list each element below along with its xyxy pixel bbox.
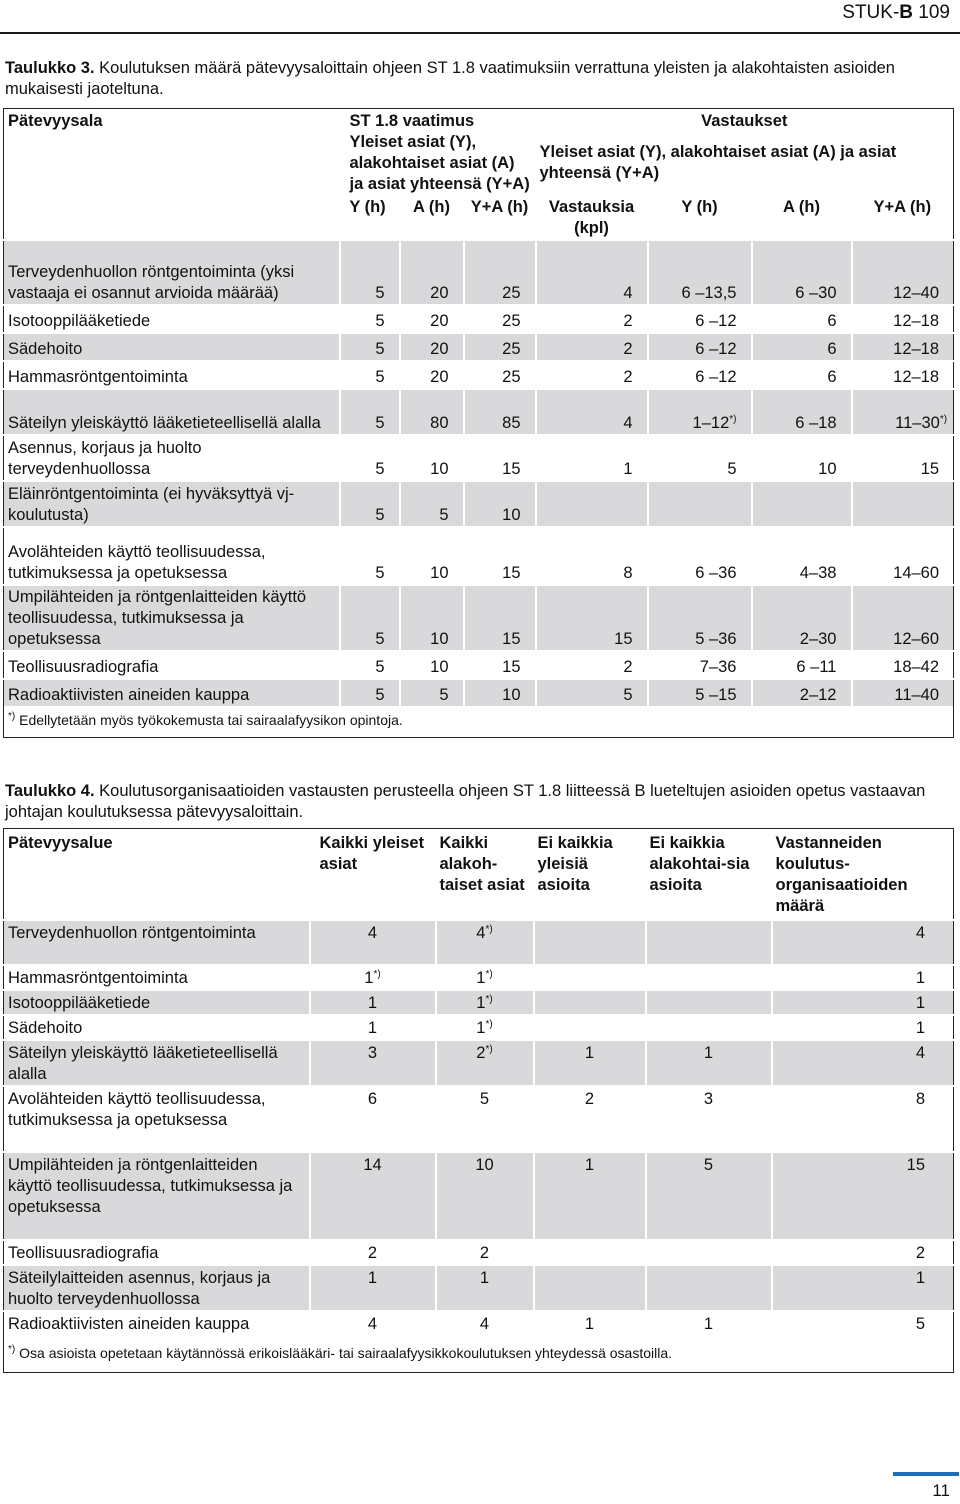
table-row: Sädehoito 5 20 25 2 6 –12 6 12–18 bbox=[4, 333, 954, 361]
table-row: Hammasröntgentoiminta 5 20 25 2 6 –12 6 12–18 bbox=[4, 361, 954, 389]
table-row: Säteilylaitteiden asennus, korjaus ja huolto terveydenhuollossa 1 1 1 bbox=[4, 1265, 954, 1311]
table-row: Umpilähteiden ja röntgenlaitteiden käyttö teollisuudessa, tutkimuksessa ja opetuksessa 5 10 15 15 5 –36 2–30 12–60 bbox=[4, 585, 954, 651]
t3-col-resp-a: A (h) bbox=[783, 198, 820, 216]
t3-head-responses: Vastaukset Yleiset asiat (Y), alakohtaiset asiat (A) ja asiat yhteensä (Y+A) bbox=[539, 112, 897, 182]
footer-accent-bar bbox=[893, 1472, 959, 1476]
table-row: Asennus, korjaus ja huolto terveydenhuollossa 5 10 15 1 5 10 15 bbox=[4, 435, 954, 481]
t3-col-ya: Y+A (h) bbox=[470, 198, 529, 216]
footnote-mark: *) bbox=[485, 969, 493, 980]
t4-col-all-specific: Kaikki alakoh-taiset asiat bbox=[439, 834, 525, 894]
table-row: Hammasröntgentoiminta 1*) 1*) 1 bbox=[4, 965, 954, 990]
t4-col-all-general: Kaikki yleiset asiat bbox=[319, 834, 425, 873]
t3-col-y: Y (h) bbox=[349, 198, 386, 216]
table4 bbox=[3, 828, 954, 1373]
t4-col-area: Pätevyysalue bbox=[8, 834, 113, 852]
table-row: Avolähteiden käyttö teollisuudessa, tutkimuksessa ja opetuksessa 5 10 15 8 6 –36 4–38 14–60 bbox=[4, 527, 954, 585]
table3 bbox=[3, 108, 954, 738]
table-row: Terveydenhuollon röntgentoiminta (yksi vastaaja ei osannut arvioida määrää) 5 20 25 4 6 –13,5 6 –30 12–40 bbox=[4, 240, 954, 305]
t3-col-resp-ya: Y+A (h) bbox=[873, 198, 932, 216]
footnote-mark: *) bbox=[485, 1044, 493, 1055]
footnote-mark: *) bbox=[485, 924, 493, 935]
table-row: Teollisuusradiografia 2 2 2 bbox=[4, 1240, 954, 1265]
footnote-mark: *) bbox=[939, 414, 948, 425]
table3-caption: Taulukko 3. Koulutuksen määrä pätevyysaloittain ohjeen ST 1.8 vaatimuksiin verrattuna yleisten ja alakohtaisten asioiden mukaisesti jaoteltuna. bbox=[5, 59, 895, 98]
running-header: STUK-B 109 bbox=[842, 2, 950, 23]
t3-head-requirement: ST 1.8 vaatimus Yleiset asiat (Y), alakohtaiset asiat (A) ja asiat yhteensä (Y+A) bbox=[349, 112, 530, 193]
footnote-mark: *) bbox=[485, 1019, 493, 1030]
table-row: Teollisuusradiografia 5 10 15 2 7–36 6 –11 18–42 bbox=[4, 651, 954, 679]
table4-caption: Taulukko 4. Koulutusorganisaatioiden vastausten perusteella ohjeen ST 1.8 liitteessä B lueteltujen asioiden opetus vastaavan johtajan koulutuksessa pätevyysaloittain. bbox=[5, 782, 926, 821]
t4-col-org-count: Vastanneiden koulutus-organisaatioiden määrä bbox=[775, 834, 908, 915]
t4-col-not-all-general: Ei kaikkia yleisiä asioita bbox=[537, 834, 613, 894]
table-row: Isotooppilääketiede 1 1*) 1 bbox=[4, 990, 954, 1015]
table-row: Radioaktiivisten aineiden kauppa 5 5 10 5 5 –15 2–12 11–40 bbox=[4, 679, 954, 706]
page-number: 11 bbox=[932, 1481, 950, 1500]
t3-col-count: Vastauksia (kpl) bbox=[548, 198, 635, 237]
t3-col-a: A (h) bbox=[413, 198, 450, 216]
header-rule bbox=[0, 32, 960, 34]
footnote-mark: *) bbox=[729, 414, 737, 425]
table3-footnote: *) Edellytetään myös työkokemusta tai sairaalafyysikon opintoja. bbox=[8, 711, 403, 728]
table-row: Säteilyn yleiskäyttö lääketieteellisellä alalla 5 80 85 4 1–12*) 6 –18 11–30*) bbox=[4, 389, 954, 435]
table-row: Terveydenhuollon röntgentoiminta 4 4*) 4 bbox=[4, 920, 954, 965]
table-row: Säteilyn yleiskäyttö lääketieteellisellä alalla 3 2*) 1 1 4 bbox=[4, 1040, 954, 1086]
footnote-mark: *) bbox=[485, 994, 493, 1005]
table-row: Isotooppilääketiede 5 20 25 2 6 –12 6 12–18 bbox=[4, 305, 954, 333]
table-row: Avolähteiden käyttö teollisuudessa, tutkimuksessa ja opetuksessa 6 5 2 3 8 bbox=[4, 1086, 954, 1152]
t4-col-not-all-specific: Ei kaikkia alakohtai-sia asioita bbox=[649, 834, 750, 894]
table-row: Umpilähteiden ja röntgenlaitteiden käyttö teollisuudessa, tutkimuksessa ja opetuksessa 14 10 1 5 15 bbox=[4, 1152, 954, 1240]
table-row: Eläinröntgentoiminta (ei hyväksyttyä vj-koulutusta) 5 5 10 bbox=[4, 481, 954, 527]
footnote-mark: *) bbox=[373, 969, 381, 980]
table-row: Radioaktiivisten aineiden kauppa 4 4 1 1 5 bbox=[4, 1311, 954, 1335]
table-row: Sädehoito 1 1*) 1 bbox=[4, 1015, 954, 1040]
table4-footnote: *) Osa asioista opetetaan käytännössä erikoislääkäri- tai sairaalafyysikkokoulutuksen yhteydessä osastoilla. bbox=[8, 1344, 673, 1361]
t3-col-resp-y: Y (h) bbox=[681, 198, 718, 216]
t3-head-area: Pätevyysala bbox=[8, 112, 103, 130]
